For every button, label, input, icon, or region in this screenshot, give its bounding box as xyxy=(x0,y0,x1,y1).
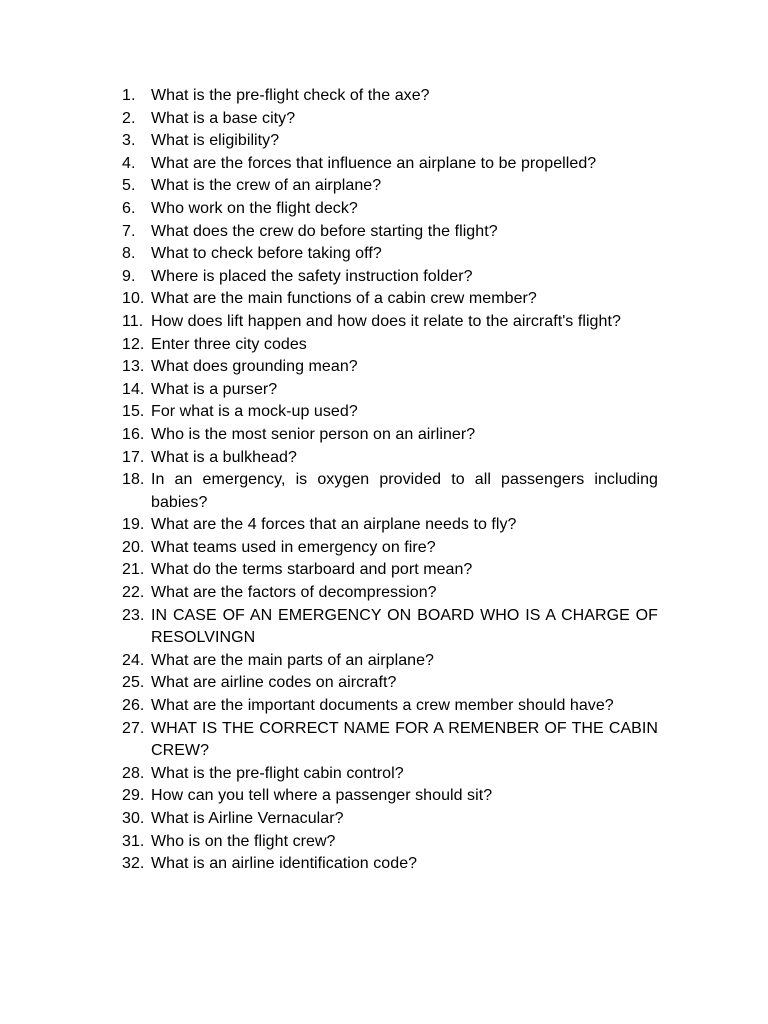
question-item xyxy=(122,537,658,560)
question-number: 10. xyxy=(122,290,145,308)
question-number: 20. xyxy=(122,538,145,556)
question-text: What does the crew do before starting the flight? xyxy=(151,222,498,240)
question-number: 22. xyxy=(122,584,145,602)
question-number: 32. xyxy=(122,855,145,873)
question-item xyxy=(122,469,658,514)
question-text: What are the main functions of a cabin crew member? xyxy=(151,290,537,308)
question-text: Who work on the flight deck? xyxy=(151,199,358,217)
question-text: Who is on the flight crew? xyxy=(151,832,336,850)
question-item xyxy=(122,379,658,402)
question-number: 7. xyxy=(122,222,136,240)
question-text: What are the main parts of an airplane? xyxy=(151,651,434,669)
question-item xyxy=(122,853,658,876)
question-number: 2. xyxy=(122,109,136,127)
question-item xyxy=(122,514,658,537)
question-text: What is Airline Vernacular? xyxy=(151,810,344,827)
question-text: What is a base city? xyxy=(151,109,296,127)
question-item xyxy=(122,243,658,266)
question-number: 27. xyxy=(122,719,145,737)
question-number: 14. xyxy=(122,380,145,398)
question-number: 17. xyxy=(122,448,145,466)
question-item xyxy=(122,288,658,311)
question-item xyxy=(122,672,658,695)
question-item xyxy=(122,447,658,470)
question-list xyxy=(122,85,658,876)
question-item xyxy=(122,85,658,108)
question-item xyxy=(122,763,658,786)
question-number: 30. xyxy=(122,810,145,827)
question-text: How does lift happen and how does it relate to the aircraft's flight? xyxy=(151,312,621,330)
question-item xyxy=(122,198,658,221)
question-number: 19. xyxy=(122,516,145,534)
question-text: What is a purser? xyxy=(151,380,278,398)
question-item xyxy=(122,130,658,153)
question-item xyxy=(122,356,658,379)
question-number: 13. xyxy=(122,358,145,376)
question-item xyxy=(122,424,658,447)
question-number: 1. xyxy=(122,87,136,104)
question-text: In an emergency, is oxygen provided to all passengers including babies? xyxy=(151,471,658,511)
question-number: 28. xyxy=(122,764,145,782)
question-text: What are the forces that influence an airplane to be propelled? xyxy=(151,154,597,172)
question-text: What are the important documents a crew member should have? xyxy=(151,697,614,715)
question-item xyxy=(122,695,658,718)
question-number: 21. xyxy=(122,561,145,579)
question-item xyxy=(122,108,658,131)
question-number: 4. xyxy=(122,154,136,172)
question-item xyxy=(122,605,658,650)
question-item xyxy=(122,650,658,673)
question-text: What does grounding mean? xyxy=(151,358,358,376)
question-text: What is the crew of an airplane? xyxy=(151,177,382,195)
question-item xyxy=(122,831,658,854)
question-item xyxy=(122,718,658,763)
question-item xyxy=(122,221,658,244)
question-item xyxy=(122,266,658,289)
question-number: 16. xyxy=(122,425,145,443)
question-text: What are the 4 forces that an airplane needs to fly? xyxy=(151,516,517,534)
question-text: What are the factors of decompression? xyxy=(151,584,437,602)
question-text: How can you tell where a passenger should sit? xyxy=(151,787,493,805)
question-item xyxy=(122,401,658,424)
question-text: What is an airline identification code? xyxy=(151,855,418,873)
question-text: What to check before taking off? xyxy=(151,245,382,263)
question-text: What teams used in emergency on fire? xyxy=(151,538,436,556)
question-item xyxy=(122,334,658,357)
question-number: 24. xyxy=(122,651,145,669)
question-number: 3. xyxy=(122,132,136,150)
question-number: 12. xyxy=(122,335,145,353)
question-text: What is eligibility? xyxy=(151,132,280,150)
question-number: 29. xyxy=(122,787,145,805)
question-number: 5. xyxy=(122,177,136,195)
question-number: 31. xyxy=(122,832,145,850)
question-number: 23. xyxy=(122,606,145,624)
question-text: What are airline codes on aircraft? xyxy=(151,674,397,692)
question-text: WHAT IS THE CORRECT NAME FOR A REMENBER OF THE CABIN CREW? xyxy=(151,719,658,760)
question-item xyxy=(122,175,658,198)
question-text: For what is a mock-up used? xyxy=(151,403,358,421)
question-number: 6. xyxy=(122,199,136,217)
question-text: What do the terms starboard and port mean? xyxy=(151,561,473,579)
question-item xyxy=(122,785,658,808)
question-text: Who is the most senior person on an airliner? xyxy=(151,425,476,443)
question-number: 11. xyxy=(122,312,144,330)
question-item xyxy=(122,808,658,831)
question-text: IN CASE OF AN EMERGENCY ON BOARD WHO IS A CHARGE OF RESOLVINGN xyxy=(151,606,658,647)
question-number: 26. xyxy=(122,697,145,715)
question-text: Enter three city codes xyxy=(151,335,307,353)
question-number: 18. xyxy=(122,471,145,489)
question-text: Where is placed the safety instruction folder? xyxy=(151,267,473,285)
question-text: What is a bulkhead? xyxy=(151,448,297,466)
question-item xyxy=(122,559,658,582)
question-number: 15. xyxy=(122,403,145,421)
question-number: 9. xyxy=(122,267,136,285)
question-text: What is the pre-flight cabin control? xyxy=(151,764,404,782)
question-item xyxy=(122,311,658,334)
question-number: 8. xyxy=(122,245,136,263)
question-text: What is the pre-flight check of the axe? xyxy=(151,87,430,104)
question-item xyxy=(122,582,658,605)
question-item xyxy=(122,153,658,176)
question-number: 25. xyxy=(122,674,145,692)
